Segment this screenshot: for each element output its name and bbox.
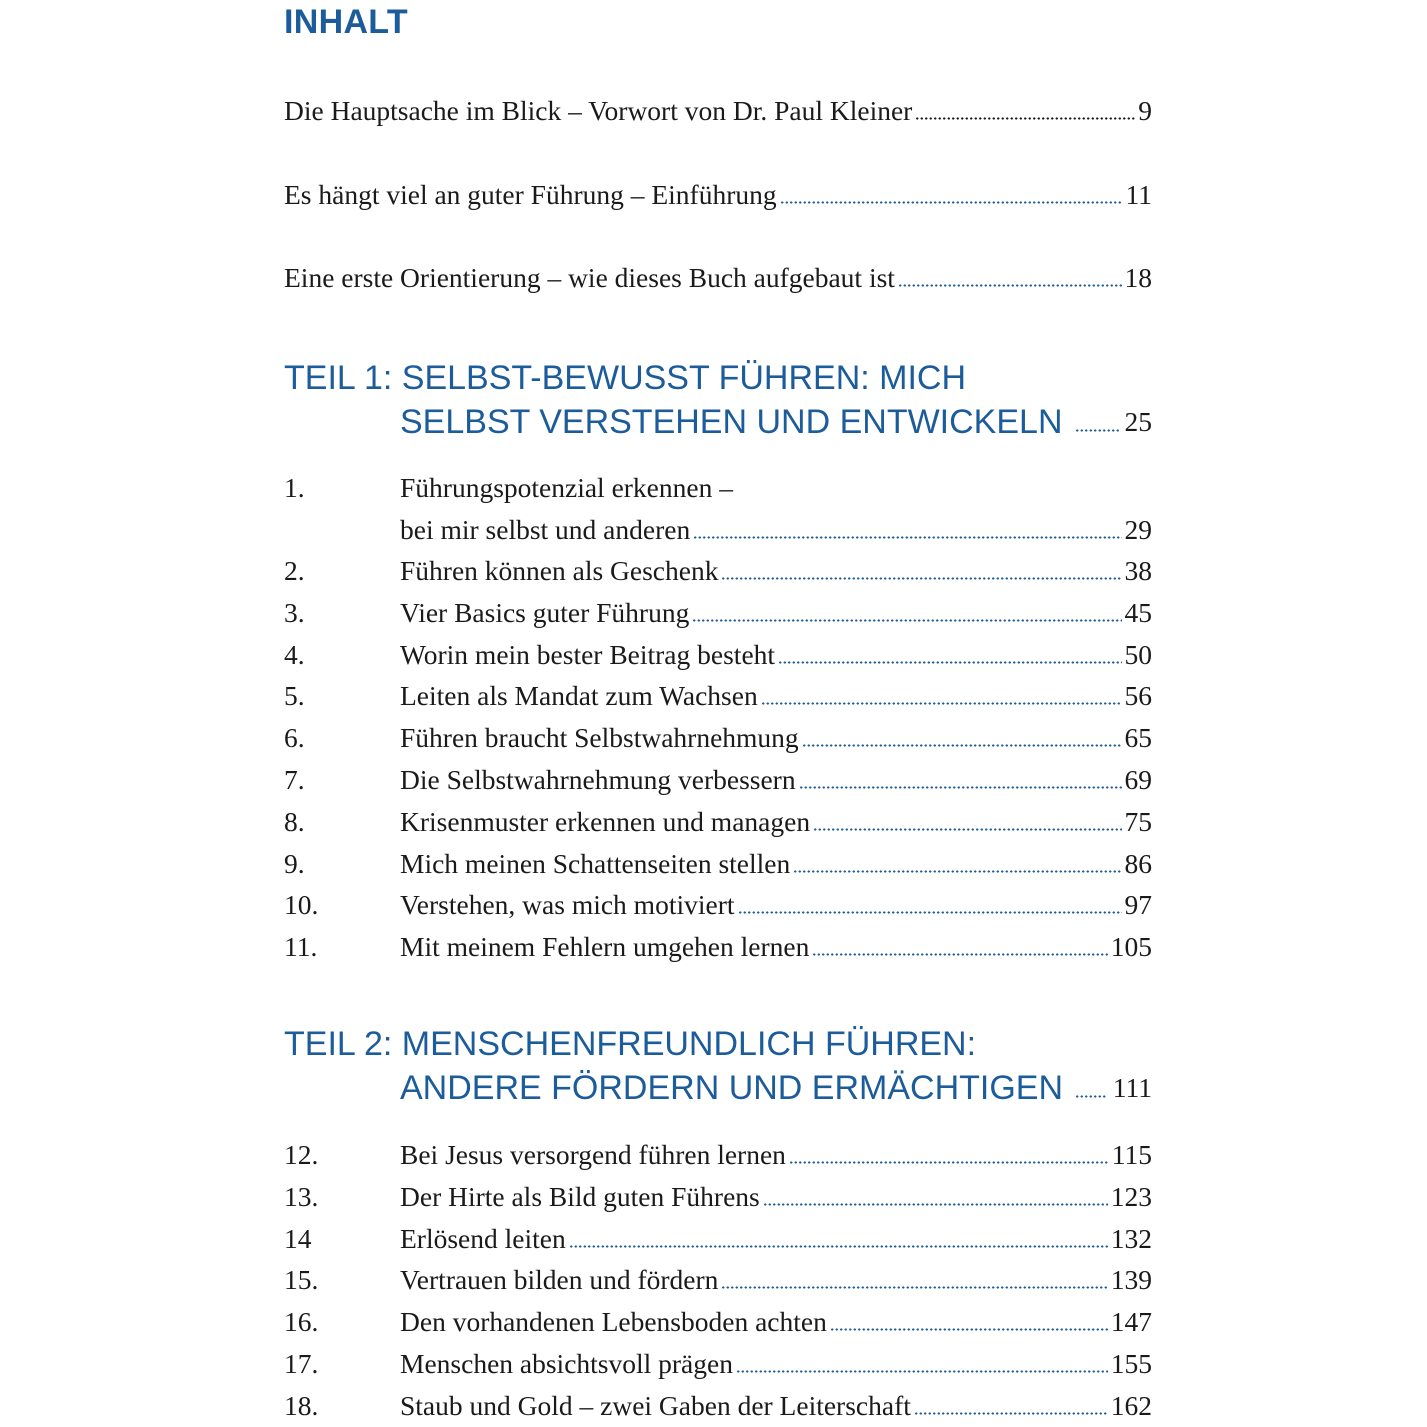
chapter-number: 3. [284, 596, 305, 628]
chapter-title-continued: bei mir selbst und anderen [400, 514, 691, 545]
chapter-number: 16. [284, 1306, 319, 1338]
toc-entry-orientation[interactable] [284, 255, 1152, 295]
leader-dots [830, 1328, 1108, 1331]
leader-dots [1075, 429, 1119, 432]
chapter-title: Verstehen, was mich motiviert [400, 889, 735, 921]
chapter-row[interactable] [284, 590, 1152, 630]
chapter-1-line2[interactable] [284, 507, 1152, 547]
chapter-page: 155 [1110, 1348, 1152, 1379]
part-2-title-line2: ANDERE FÖRDERN UND ERMÄCHTIGEN 111 [400, 1066, 1152, 1110]
chapter-title: Mich meinen Schattenseiten stellen [400, 847, 791, 879]
leader-dots [738, 911, 1122, 914]
chapter-number: 8. [284, 805, 305, 837]
chapter-number: 2. [284, 555, 305, 586]
toc-entry-title: Die Hauptsache im Blick – Vorwort von Dr. Paul Kleiner [284, 95, 913, 126]
page-title: INHALT [284, 3, 408, 41]
chapter-page: 139 [1110, 1264, 1152, 1296]
chapter-title: Mit meinem Fehlern umgehen lernen [400, 931, 810, 963]
chapter-row[interactable] [284, 841, 1152, 881]
chapter-page: 50 [1124, 638, 1152, 670]
leader-dots [778, 661, 1121, 664]
part-2-title-line1: TEIL 2: MENSCHENFREUNDLICH FÜHREN: [284, 1025, 977, 1063]
leader-dots [692, 619, 1121, 622]
chapter-title: Vier Basics guter Führung [400, 596, 690, 628]
leader-dots [721, 577, 1121, 580]
chapter-row[interactable] [284, 1174, 1152, 1214]
chapter-page: 45 [1124, 596, 1152, 628]
leader-dots [763, 1203, 1108, 1206]
chapter-page: 162 [1110, 1389, 1152, 1421]
leader-dots [799, 786, 1122, 789]
chapter-title: Krisenmuster erkennen und managen [400, 805, 811, 837]
leader-dots [761, 702, 1122, 705]
chapter-row[interactable] [284, 882, 1152, 922]
chapter-number: 14 [284, 1222, 312, 1254]
chapter-row[interactable] [284, 673, 1152, 713]
chapter-number: 5. [284, 680, 305, 712]
chapter-title: Leiten als Mandat zum Wachsen [400, 680, 758, 712]
chapter-title: Führen braucht Selbstwahrnehmung [400, 722, 799, 754]
chapter-number: 7. [284, 764, 305, 795]
leader-dots [812, 953, 1107, 956]
chapter-number: 9. [284, 847, 305, 879]
chapter-page: 97 [1124, 889, 1152, 921]
chapter-page: 86 [1124, 847, 1152, 879]
chapter-row[interactable] [284, 715, 1152, 755]
leader-dots [915, 117, 1135, 120]
chapter-title: Staub und Gold – zwei Gaben der Leiterschaft [400, 1389, 911, 1421]
leader-dots [721, 1286, 1107, 1289]
part-label: TEIL 2: [284, 1025, 393, 1063]
chapter-row[interactable] [284, 548, 1152, 588]
chapter-title: Worin mein bester Beitrag besteht [400, 638, 776, 670]
chapter-number: 13. [284, 1180, 319, 1212]
chapter-number: 6. [284, 722, 305, 754]
chapter-title: Menschen absichtsvoll prägen [400, 1348, 733, 1379]
chapter-page: 105 [1110, 931, 1152, 963]
chapter-row[interactable] [284, 1383, 1152, 1423]
chapter-page: 123 [1110, 1180, 1152, 1212]
chapter-page: 115 [1111, 1139, 1152, 1170]
leader-dots [569, 1245, 1108, 1248]
toc-entry-page: 9 [1138, 95, 1152, 126]
chapter-page: 56 [1124, 680, 1152, 712]
chapter-row[interactable] [284, 924, 1152, 964]
toc-entry-title: Eine erste Orientierung – wie dieses Buch aufgebaut ist [284, 262, 895, 293]
toc-entry-page: 11 [1125, 179, 1152, 210]
chapter-title: Den vorhandenen Lebensboden achten [400, 1306, 827, 1338]
chapter-title: Führungspotenzial erkennen – [400, 472, 733, 503]
chapter-page: 65 [1124, 722, 1152, 754]
leader-dots [693, 536, 1121, 539]
leader-dots [789, 1161, 1109, 1164]
chapter-page: 38 [1124, 555, 1152, 586]
chapter-page: 75 [1124, 805, 1152, 837]
chapter-title: Führen können als Geschenk [400, 555, 719, 586]
leader-dots [802, 744, 1122, 747]
toc-entry-introduction[interactable] [284, 172, 1152, 212]
leader-dots [736, 1370, 1108, 1373]
chapter-row[interactable] [284, 799, 1152, 839]
chapter-title: Die Selbstwahrnehmung verbessern [400, 764, 796, 795]
chapter-number: 15. [284, 1264, 319, 1296]
leader-dots [793, 870, 1121, 873]
chapter-row[interactable] [284, 1341, 1152, 1381]
chapter-row[interactable] [284, 1216, 1152, 1256]
leader-dots [914, 1412, 1108, 1415]
chapter-row[interactable] [284, 757, 1152, 797]
chapter-row[interactable] [284, 632, 1152, 672]
chapter-title: Vertrauen bilden und fördern [400, 1264, 719, 1296]
toc-entry-page: 25 [1124, 406, 1152, 437]
toc-entry-page: 111 [1112, 1072, 1152, 1103]
leader-dots [1075, 1095, 1107, 1098]
chapter-number: 12. [284, 1139, 319, 1170]
chapter-title: Erlösend leiten [400, 1222, 566, 1254]
chapter-number: 4. [284, 638, 305, 670]
leader-dots [813, 828, 1121, 831]
chapter-title: Der Hirte als Bild guten Führens [400, 1180, 760, 1212]
chapter-page: 147 [1110, 1306, 1152, 1338]
chapter-number: 10. [284, 889, 319, 921]
chapter-page: 29 [1124, 514, 1152, 545]
toc-entry-foreword[interactable] [284, 88, 1152, 128]
chapter-row[interactable] [284, 1257, 1152, 1297]
chapter-number: 17. [284, 1348, 319, 1379]
part-1-title-line2: SELBST VERSTEHEN UND ENTWICKELN 25 [400, 400, 1152, 444]
chapter-row[interactable] [284, 1299, 1152, 1339]
chapter-number: 11. [284, 931, 318, 963]
toc-entry-page: 18 [1124, 262, 1152, 293]
leader-dots [780, 201, 1123, 204]
leader-dots [898, 284, 1122, 287]
chapter-1-line1[interactable] [284, 465, 1152, 505]
chapter-page: 132 [1110, 1222, 1152, 1254]
part-1-title-line1: TEIL 1: SELBST-BEWUSST FÜHREN: MICH [284, 359, 967, 397]
chapter-title: Bei Jesus versorgend führen lernen [400, 1139, 786, 1170]
part-label: TEIL 1: [284, 359, 393, 397]
toc-entry-title: Es hängt viel an guter Führung – Einführung [284, 179, 777, 210]
chapter-number: 1. [284, 472, 305, 503]
chapter-number: 18. [284, 1389, 319, 1421]
chapter-row[interactable] [284, 1132, 1152, 1172]
chapter-page: 69 [1124, 764, 1152, 795]
